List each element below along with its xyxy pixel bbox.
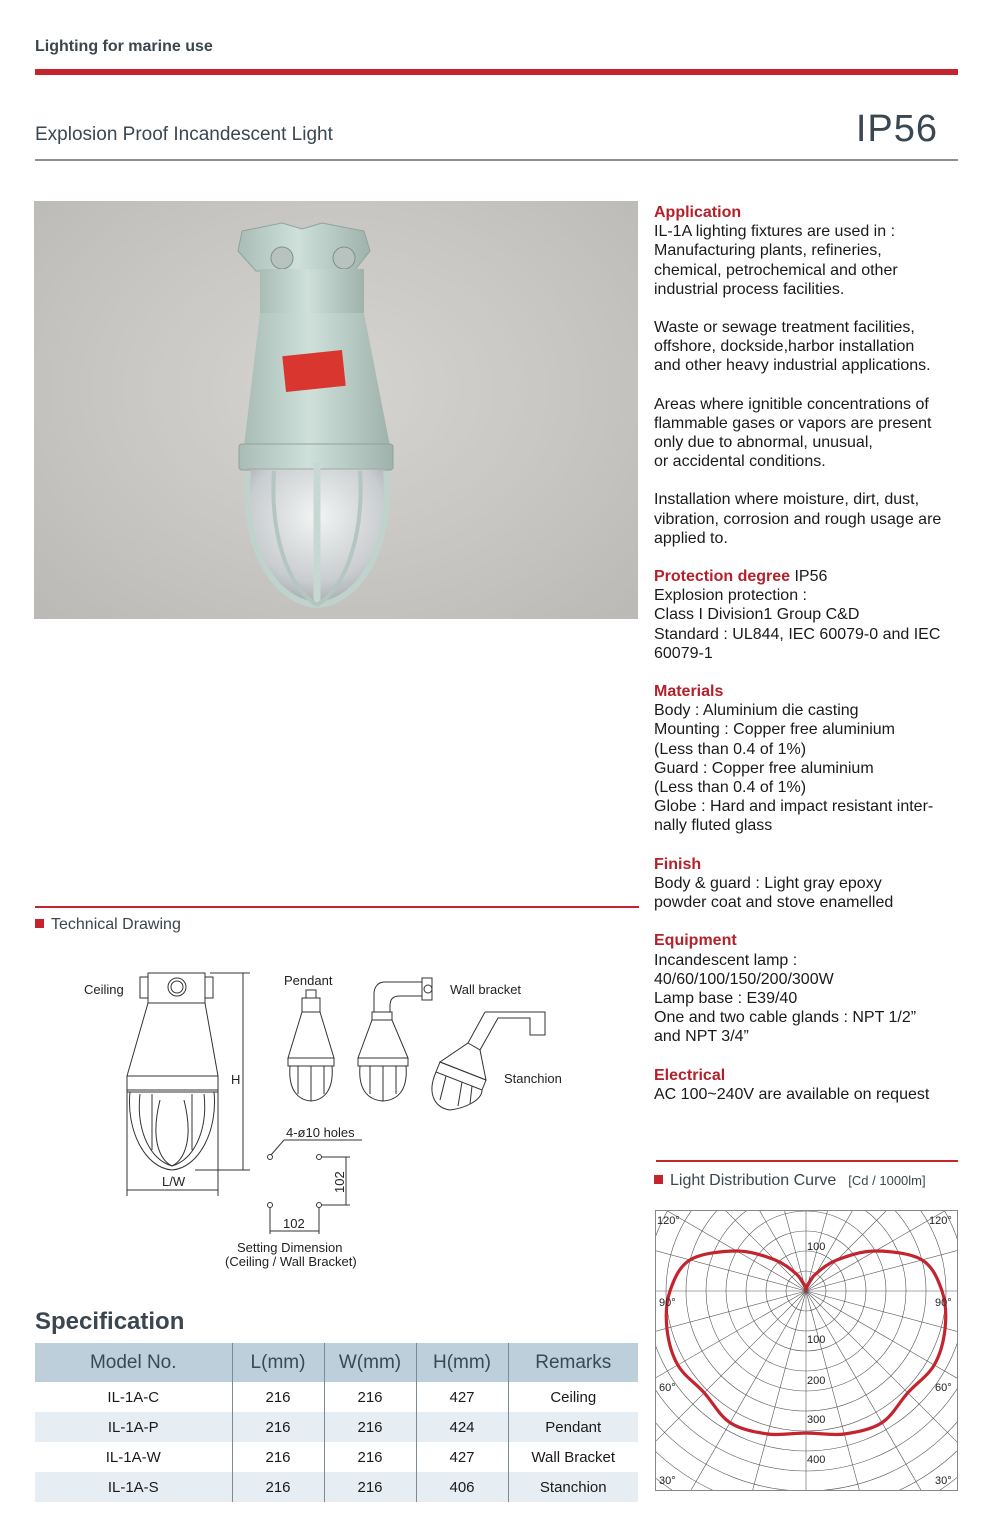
column-header-width: W(mm) [324, 1343, 416, 1382]
label-wall-bracket: Wall bracket [450, 982, 522, 997]
cell-width: 216 [324, 1382, 416, 1412]
technical-drawing-title: Technical Drawing [51, 916, 181, 933]
specification-title: Specification [35, 1308, 185, 1335]
finish-text-line: Body & guard : Light gray epoxy [654, 874, 882, 892]
angle-label: 60° [659, 1382, 676, 1394]
spec-details-column [654, 203, 974, 1123]
cell-height: 406 [416, 1472, 508, 1502]
label-ceiling: Ceiling [84, 982, 124, 997]
radial-label: 300 [807, 1414, 826, 1426]
materials-text-line: Globe : Hard and impact resistant inter- [654, 798, 934, 816]
light-distribution-divider [656, 1160, 958, 1162]
red-square-bullet-icon [35, 919, 44, 928]
radial-label: 100 [807, 1334, 826, 1346]
application-text-line: IL-1A lighting fixtures are used in : [654, 223, 896, 241]
equipment-text-line: Incandescent lamp : [654, 951, 798, 969]
application-heading: Application [654, 204, 742, 221]
light-distribution-chart [655, 1210, 958, 1496]
application-text-line: Areas where ignitible concentrations of [654, 395, 929, 413]
finish-text-line: powder coat and stove enamelled [654, 894, 894, 912]
angle-label: 90° [659, 1297, 676, 1309]
table-header-row [35, 1343, 638, 1382]
table-row [35, 1442, 638, 1472]
radial-label: 400 [807, 1454, 826, 1466]
angle-label: 90° [935, 1297, 952, 1309]
cell-model: IL-1A-W [105, 1448, 161, 1466]
materials-text-line: Guard : Copper free aluminium [654, 759, 874, 777]
technical-drawing-heading [35, 916, 181, 934]
materials-heading: Materials [654, 683, 724, 701]
column-header-length: L(mm) [232, 1343, 324, 1382]
cell-model: IL-1A-P [35, 1412, 232, 1442]
label-dim-vertical: 102 [332, 1171, 347, 1193]
protection-section [654, 567, 974, 663]
cell-width: 216 [324, 1412, 416, 1442]
cell-model: IL-1A-C [107, 1388, 160, 1406]
cell-length: 216 [232, 1382, 324, 1412]
ip-rating-badge: IP56 [855, 108, 938, 150]
equipment-section [654, 931, 974, 1046]
equipment-text-line: and NPT 3/4” [654, 1028, 749, 1046]
label-holes: 4-ø10 holes [286, 1125, 355, 1140]
application-text-line: flammable gases or vapors are present [654, 414, 932, 432]
cell-height: 427 [416, 1382, 508, 1412]
equipment-heading: Equipment [654, 932, 737, 950]
cell-remarks: Wall Bracket [508, 1442, 638, 1472]
product-photo [34, 201, 638, 619]
electrical-section [654, 1066, 974, 1104]
application-text-line: or accidental conditions. [654, 453, 826, 471]
application-text-line: applied to. [654, 529, 728, 547]
application-text-line: vibration, corrosion and rough usage are [654, 510, 942, 528]
specification-table [35, 1343, 638, 1502]
materials-text-line: (Less than 0.4 of 1%) [654, 779, 807, 797]
application-paragraph-4 [654, 490, 974, 548]
angle-label: 30° [935, 1475, 952, 1487]
header-gray-divider [35, 159, 958, 161]
table-row [35, 1472, 638, 1502]
light-distribution-unit: [Cd / 1000lm] [848, 1173, 926, 1188]
label-pendant: Pendant [284, 973, 333, 988]
application-text-line: Installation where moisture, dirt, dust, [654, 491, 920, 509]
materials-text-line: Body : Aluminium die casting [654, 702, 859, 720]
radial-label: 100 [807, 1241, 826, 1253]
equipment-text-line: One and two cable glands : NPT 1/2” [654, 1009, 917, 1027]
category-title: Lighting for marine use [35, 38, 213, 55]
explosion-proof-light-illustration [34, 201, 638, 619]
protection-text-line: Explosion protection : [654, 587, 807, 605]
angle-label: 120° [657, 1215, 680, 1227]
materials-text-line: Mounting : Copper free aluminium [654, 721, 896, 739]
light-distribution-title: Light Distribution Curve [670, 1172, 837, 1189]
application-text-line: industrial process facilities. [654, 280, 845, 298]
angle-label: 30° [659, 1475, 676, 1487]
application-text-line: Waste or sewage treatment facilities, [654, 319, 915, 337]
finish-heading: Finish [654, 855, 702, 873]
application-text-line: chemical, petrochemical and other [654, 261, 898, 279]
angle-label: 120° [929, 1215, 952, 1227]
cell-length: 216 [232, 1442, 324, 1472]
technical-drawing-svg [40, 955, 640, 1275]
application-text-line: only due to abnormal, unusual, [654, 434, 873, 452]
protection-text-line: Standard : UL844, IEC 60079-0 and IEC [654, 625, 941, 643]
angle-label: 60° [935, 1382, 952, 1394]
application-paragraph-2 [654, 318, 974, 376]
application-text-line: offshore, dockside,harbor installation [654, 338, 915, 356]
table-row [35, 1412, 638, 1442]
cell-length: 216 [232, 1412, 324, 1442]
application-paragraph-3 [654, 395, 974, 472]
technical-drawing-divider [35, 906, 639, 908]
light-distribution-heading [654, 1172, 959, 1190]
cell-remarks: Pendant [508, 1412, 638, 1442]
equipment-text-line: 40/60/100/150/200/300W [654, 970, 834, 988]
polar-chart-svg [655, 1210, 958, 1491]
column-header-remarks: Remarks [508, 1343, 638, 1382]
materials-section [654, 682, 974, 836]
radial-label: 200 [807, 1375, 826, 1387]
red-square-bullet-icon [654, 1175, 663, 1184]
cell-remarks: Ceiling [508, 1382, 638, 1412]
technical-drawing [40, 955, 640, 1275]
protection-heading: Protection degree [654, 568, 791, 586]
cell-remarks: Stanchion [508, 1472, 638, 1502]
electrical-text-line: AC 100~240V are available on request [654, 1085, 930, 1103]
materials-text-line: nally fluted glass [654, 817, 773, 835]
product-title: Explosion Proof Incandescent Light [35, 124, 333, 145]
electrical-heading: Electrical [654, 1066, 726, 1084]
label-setting-note: (Ceiling / Wall Bracket) [225, 1254, 357, 1269]
label-height: H [231, 1072, 241, 1087]
column-header-height: H(mm) [416, 1343, 508, 1382]
column-header-model: Model No. [35, 1343, 232, 1382]
label-setting-dimension: Setting Dimension [237, 1240, 343, 1255]
materials-text-line: (Less than 0.4 of 1%) [654, 740, 807, 758]
application-text-line: and other heavy industrial applications. [654, 357, 931, 375]
cell-model: IL-1A-S [35, 1472, 232, 1502]
label-stanchion: Stanchion [504, 1071, 562, 1086]
application-section [654, 203, 974, 299]
cell-height: 424 [416, 1412, 508, 1442]
header-red-divider [35, 69, 958, 75]
cell-width: 216 [324, 1472, 416, 1502]
cell-width: 216 [324, 1442, 416, 1472]
label-lw: L/W [162, 1174, 186, 1189]
label-dim-horizontal: 102 [283, 1216, 305, 1231]
equipment-text-line: Lamp base : E39/40 [654, 989, 798, 1007]
cell-length: 216 [232, 1472, 324, 1502]
protection-text-line: 60079-1 [654, 644, 713, 662]
finish-section [654, 855, 974, 913]
table-row [35, 1382, 638, 1412]
protection-text-line: Class I Division1 Group C&D [654, 606, 860, 624]
application-text-line: Manufacturing plants, refineries, [654, 242, 882, 260]
cell-height: 427 [416, 1442, 508, 1472]
protection-value: IP56 [790, 568, 828, 586]
